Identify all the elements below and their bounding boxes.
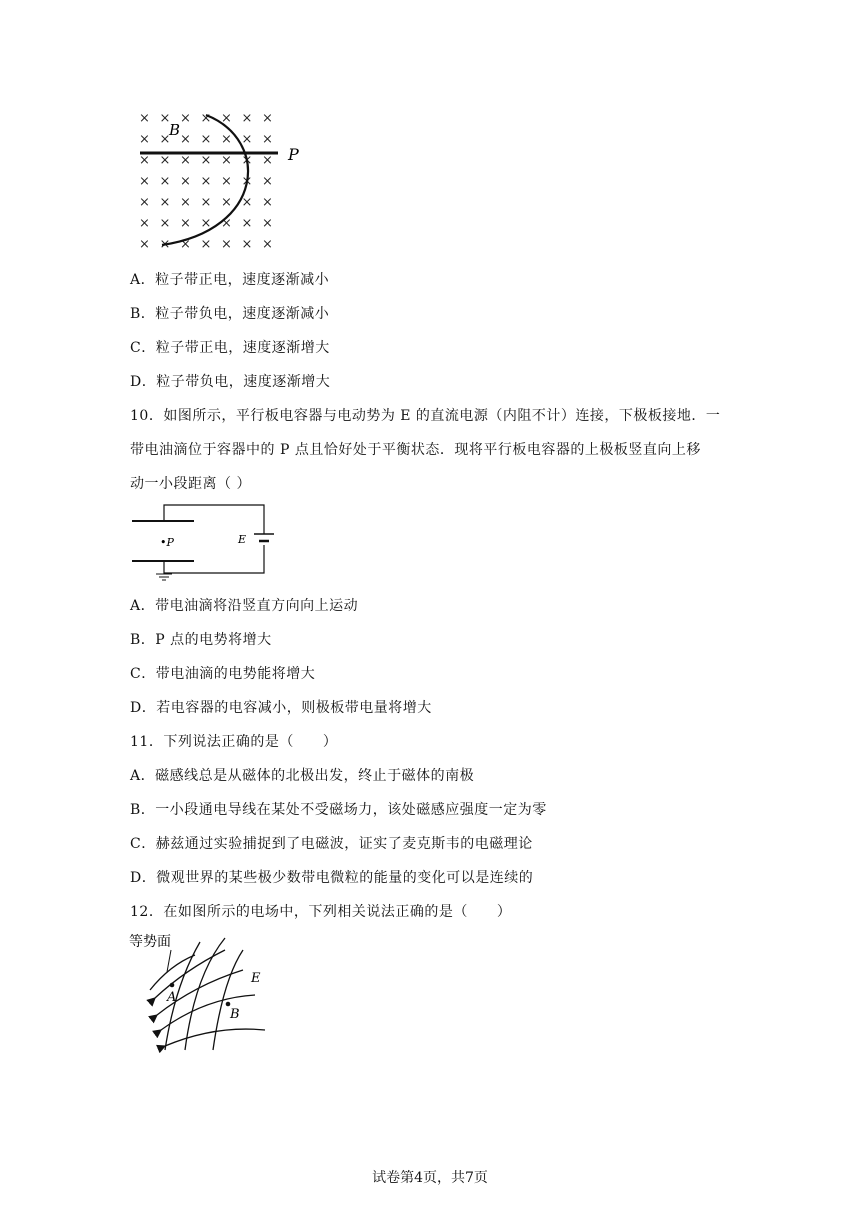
q11-option-a: A．磁感线总是从磁体的北极出发，终止于磁体的南极 — [130, 768, 475, 784]
field-cross-mark: × — [262, 174, 273, 189]
field-cross-mark: × — [241, 153, 253, 168]
field-cross-mark: × — [262, 195, 273, 210]
q9-option-a: A．粒子带正电，速度逐渐减小 — [130, 272, 330, 288]
label-P: P — [288, 145, 299, 164]
q10-option-c: C．带电油滴的电势能将增大 — [130, 666, 316, 682]
field-cross-mark: × — [262, 216, 273, 231]
field-cross-mark: × — [200, 216, 212, 231]
field-cross-mark: × — [180, 174, 191, 189]
field-cross-mark: × — [200, 153, 212, 168]
field-cross-mark: × — [241, 237, 253, 252]
q11-option-d: D．微观世界的某些极少数带电微粒的能量的变化可以是连续的 — [130, 870, 534, 886]
q10-stem-line-3: 动一小段距离（ ） — [130, 476, 251, 492]
field-cross-mark: × — [221, 216, 232, 231]
q10-option-d: D．若电容器的电容减小，则极板带电量将增大 — [130, 700, 432, 716]
q12-electric-field-figure — [125, 930, 275, 1060]
field-cross-mark: × — [200, 195, 212, 210]
point-A — [170, 983, 175, 988]
field-cross-mark: × — [221, 237, 232, 252]
field-cross-mark: × — [221, 111, 232, 126]
q10-capacitor-circuit-figure — [130, 500, 290, 585]
field-cross-mark: × — [262, 153, 273, 168]
field-cross-mark: × — [139, 237, 150, 252]
q10-option-b: B．P 点的电势将增大 — [130, 632, 272, 648]
field-cross-mark: × — [159, 132, 171, 147]
label-A: A — [167, 990, 177, 1005]
q10-stem-line-1: 10．如图所示，平行板电容器与电动势为 E 的直流电源（内阻不计）连接，下极板接地．一 — [130, 408, 721, 424]
page-footer: 试卷第4页，共7页 — [372, 1170, 488, 1186]
label-E: E — [251, 971, 261, 986]
label-equipotential: 等势面 — [129, 934, 171, 950]
field-cross-mark: × — [200, 132, 212, 147]
field-cross-mark: × — [180, 132, 191, 147]
field-cross-mark: × — [221, 153, 232, 168]
field-cross-mark: × — [159, 216, 171, 231]
field-cross-mark: × — [221, 174, 232, 189]
circuit-wire — [164, 505, 264, 534]
label-E: E — [238, 533, 247, 546]
equipotential-arc-5 — [213, 950, 243, 1050]
q9-magnetic-field-figure — [130, 105, 310, 255]
q11-option-b: B．一小段通电导线在某处不受磁场力，该处磁感应强度一定为零 — [130, 802, 547, 818]
field-cross-mark: × — [221, 132, 232, 147]
q9-option-b: B．粒子带负电，速度逐渐减小 — [130, 306, 330, 322]
field-cross-mark: × — [200, 111, 212, 126]
label-B: B — [169, 121, 181, 139]
field-cross-mark: × — [180, 153, 191, 168]
field-cross-mark: × — [262, 132, 273, 147]
field-cross-mark: × — [241, 174, 253, 189]
field-cross-mark: × — [159, 111, 171, 126]
point-B — [226, 1002, 231, 1007]
field-cross-mark: × — [180, 237, 191, 252]
field-cross-mark: × — [262, 237, 273, 252]
field-cross-mark: × — [241, 195, 253, 210]
field-cross-mark: × — [180, 111, 191, 126]
field-cross-mark: × — [159, 174, 171, 189]
field-cross-mark: × — [200, 237, 212, 252]
q9-option-d: D．粒子带负电，速度逐渐增大 — [130, 374, 331, 390]
field-cross-mark: × — [200, 174, 212, 189]
q11-option-c: C．赫兹通过实验捕捉到了电磁波，证实了麦克斯韦的电磁理论 — [130, 836, 533, 852]
field-cross-mark: × — [139, 132, 150, 147]
label-B: B — [230, 1007, 240, 1022]
field-cross-mark: × — [241, 132, 253, 147]
circuit-wire-bottom — [164, 545, 264, 573]
q12-stem: 12．在如图所示的电场中，下列相关说法正确的是（ ） — [130, 904, 512, 920]
field-cross-mark: × — [241, 216, 253, 231]
field-cross-mark: × — [180, 195, 191, 210]
field-cross-mark: × — [139, 195, 150, 210]
q10-option-a: A．带电油滴将沿竖直方向向上运动 — [130, 598, 359, 614]
field-cross-mark: × — [139, 174, 150, 189]
label-P: •P — [160, 536, 174, 549]
q11-stem: 11．下列说法正确的是（ ） — [130, 734, 338, 750]
q10-stem-line-2: 带电油滴位于容器中的 P 点且恰好处于平衡状态．现将平行板电容器的上极板竖直向上移 — [130, 442, 701, 458]
field-cross-mark: × — [139, 216, 150, 231]
field-cross-mark: × — [159, 195, 171, 210]
field-cross-mark: × — [221, 195, 232, 210]
field-cross-mark: × — [159, 237, 171, 252]
field-cross-mark: × — [139, 111, 150, 126]
field-cross-mark: × — [241, 111, 253, 126]
q9-option-c: C．粒子带正电，速度逐渐增大 — [130, 340, 330, 356]
field-cross-mark: × — [139, 153, 150, 168]
field-cross-mark: × — [159, 153, 171, 168]
field-cross-mark: × — [262, 111, 273, 126]
field-cross-mark: × — [180, 216, 191, 231]
